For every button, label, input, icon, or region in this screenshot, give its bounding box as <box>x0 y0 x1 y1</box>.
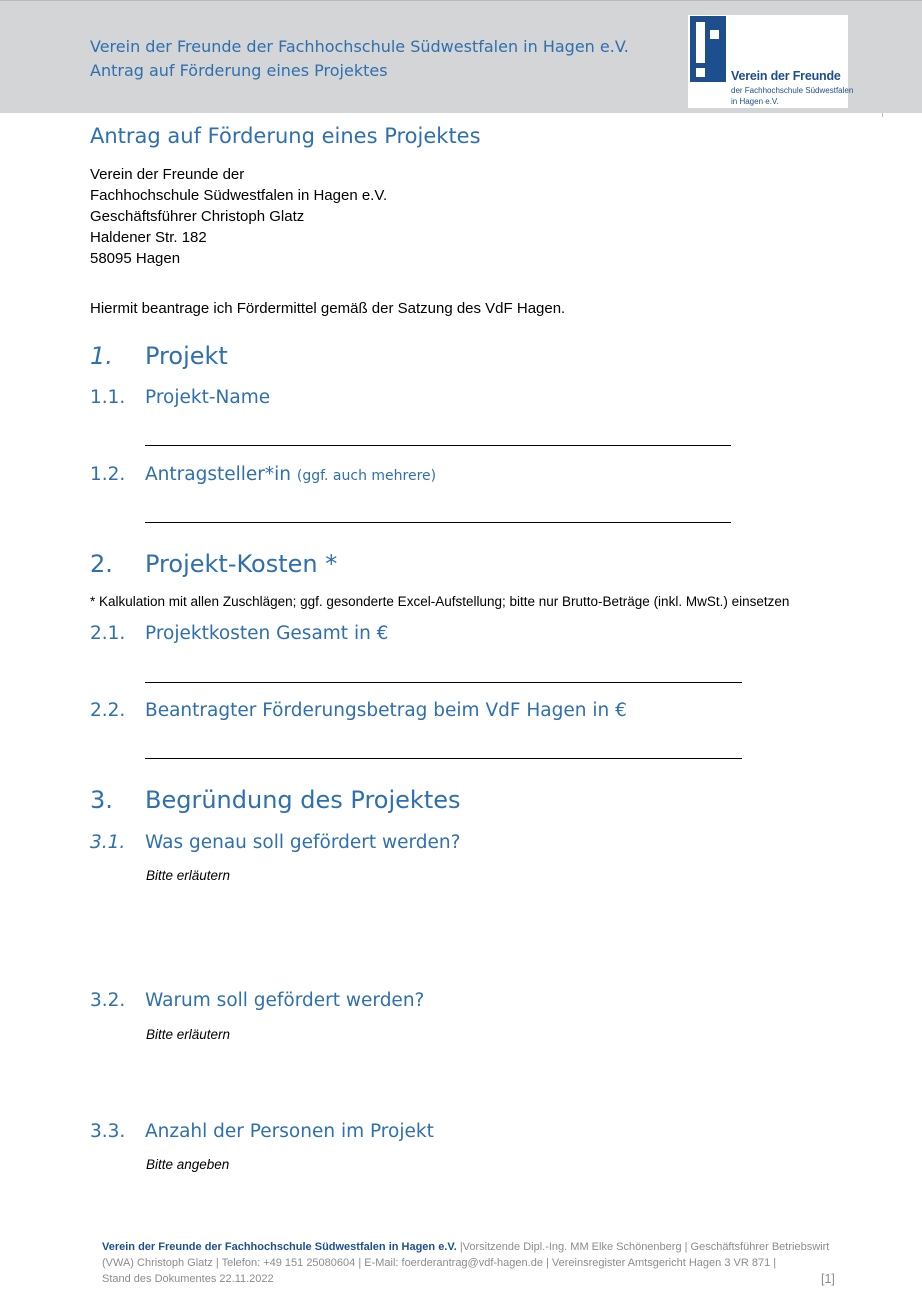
intro-text: Hiermit beantrage ich Fördermittel gemäß der Satzung des VdF Hagen. <box>90 300 566 317</box>
exclamation-logo-icon <box>690 16 726 82</box>
address-line: 58095 Hagen <box>90 250 181 267</box>
subsection-title: Projektkosten Gesamt in € <box>145 623 389 644</box>
subsection-title-wrap <box>145 464 436 485</box>
subsection-title: Warum soll gefördert werden? <box>145 990 425 1011</box>
subsection-number: 2.2. <box>90 700 126 721</box>
footer-document-date: Stand des Dokumentes 22.11.2022 <box>102 1273 274 1285</box>
logo-subtitle: der Fachhochschule Südwestfalen <box>731 86 854 95</box>
recipient-address <box>90 164 387 269</box>
subsection-title: Antragsteller*in <box>145 464 291 485</box>
explain-hint[interactable]: Bitte erläutern <box>146 868 231 883</box>
page-header <box>0 0 922 113</box>
address-line: Verein der Freunde der <box>90 166 245 183</box>
logo-subtitle-2: in Hagen e.V. <box>731 97 779 106</box>
address-line: Haldener Str. 182 <box>90 229 207 246</box>
subsection-number: 1.1. <box>90 387 126 408</box>
address-line: Geschäftsführer Christoph Glatz <box>90 208 305 225</box>
subsection-number: 2.1. <box>90 623 126 644</box>
page-number: [1] <box>821 1272 835 1286</box>
header-divider-tick <box>882 113 883 117</box>
logo-title: Verein der Freunde <box>731 69 841 83</box>
section-number: 1. <box>90 342 113 370</box>
logo <box>688 15 854 108</box>
explain-hint[interactable]: Bitte erläutern <box>146 1027 231 1042</box>
applicant-field[interactable] <box>145 522 731 523</box>
count-hint[interactable]: Bitte angeben <box>146 1157 230 1172</box>
subsection-title: Was genau soll gefördert werden? <box>145 832 461 853</box>
subsection-number: 3.1. <box>90 832 126 853</box>
header-org-name: Verein der Freunde der Fachhochschule Südwestfalen in Hagen e.V. <box>90 37 629 56</box>
project-name-field[interactable] <box>145 445 731 446</box>
subsection-number: 1.2. <box>90 464 126 485</box>
section-title: Projekt <box>145 342 228 370</box>
requested-amount-field[interactable] <box>145 758 742 759</box>
footer-details: |Vorsitzende Dipl.-Ing. MM Elke Schönenberg | Geschäftsführer Betriebswirt (VWA) Christoph Glatz | Telefon: +49 151 25080604 | E-Mail: foerderantrag@vdf-hagen.de | Vereinsregister Amtsgericht Hagen 3 VR 871 | <box>102 1241 830 1269</box>
subsection-number: 3.3. <box>90 1121 126 1142</box>
page-footer <box>102 1239 862 1287</box>
footer-org-name: Verein der Freunde der Fachhochschule Südwestfalen in Hagen e.V. <box>102 1241 457 1253</box>
section-title: Begründung des Projektes <box>145 786 461 814</box>
section-title: Projekt-Kosten * <box>145 550 338 578</box>
subsection-title-suffix: (ggf. auch mehrere) <box>296 468 437 484</box>
cost-calculation-note: * Kalkulation mit allen Zuschlägen; ggf. gesonderte Excel-Aufstellung; bitte nur Brutto-Beträge (inkl. MwSt.) einsetzen <box>90 594 790 609</box>
address-line: Fachhochschule Südwestfalen in Hagen e.V. <box>90 187 388 204</box>
section-number: 3. <box>90 786 113 814</box>
header-doc-name: Antrag auf Förderung eines Projektes <box>90 61 388 80</box>
subsection-title: Anzahl der Personen im Projekt <box>145 1121 434 1142</box>
section-number: 2. <box>90 550 113 578</box>
subsection-title: Projekt-Name <box>145 387 271 408</box>
subsection-title: Beantragter Förderungsbetrag beim VdF Hagen in € <box>145 700 627 721</box>
document-title: Antrag auf Förderung eines Projektes <box>90 124 481 148</box>
subsection-number: 3.2. <box>90 990 126 1011</box>
total-cost-field[interactable] <box>145 682 742 683</box>
